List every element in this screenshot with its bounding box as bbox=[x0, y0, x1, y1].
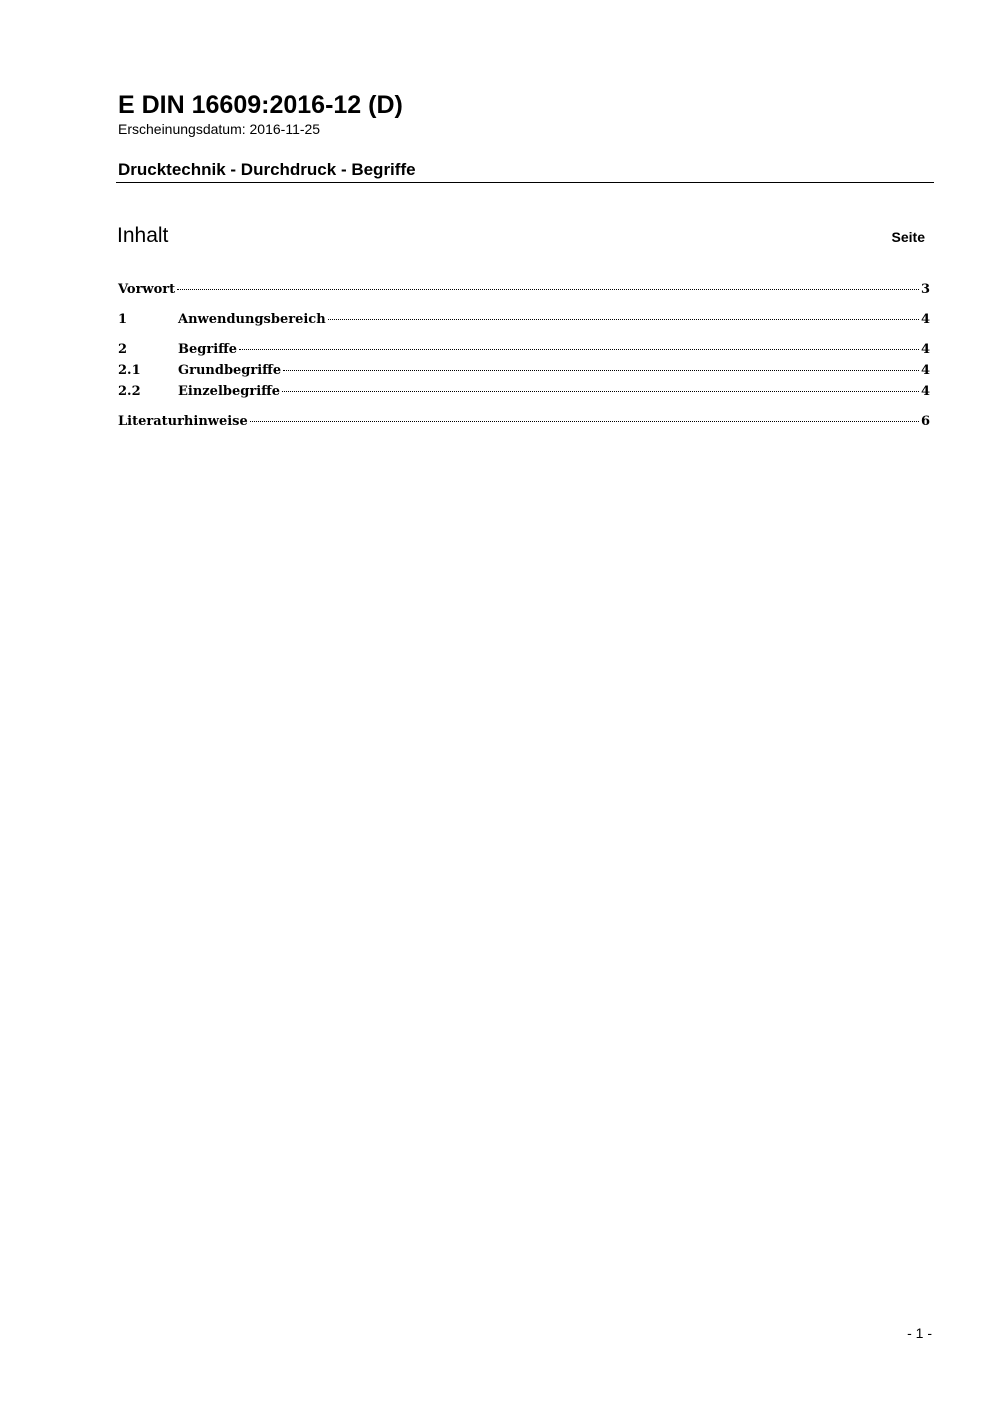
toc-entry-page: 6 bbox=[920, 414, 930, 429]
toc-entry-vorwort[interactable] bbox=[118, 280, 930, 301]
toc-entry-page: 4 bbox=[920, 312, 930, 327]
toc-entry-page: 4 bbox=[920, 363, 930, 378]
toc-entry-begriffe[interactable] bbox=[118, 340, 930, 361]
publication-date: Erscheinungsdatum: 2016-11-25 bbox=[118, 121, 321, 137]
toc-entry-title: Begriffe bbox=[178, 342, 238, 357]
toc-entry-einzelbegriffe[interactable] bbox=[118, 382, 930, 403]
toc-entry-title: Einzelbegriffe bbox=[178, 384, 281, 399]
toc-page-column-label: Seite bbox=[891, 229, 925, 245]
toc-dot-leader bbox=[250, 421, 919, 422]
toc-dot-leader bbox=[283, 370, 919, 371]
toc-dot-leader bbox=[282, 391, 919, 392]
toc-heading: Inhalt bbox=[117, 224, 169, 247]
toc-entry-page: 4 bbox=[920, 384, 930, 399]
document-title: Drucktechnik - Durchdruck - Begriffe bbox=[118, 160, 416, 179]
toc-entry-number: 2 bbox=[118, 342, 128, 357]
toc-entry-page: 3 bbox=[920, 282, 930, 297]
toc-entry-number: 2.2 bbox=[118, 384, 141, 399]
title-divider bbox=[116, 182, 934, 183]
toc-entry-literaturhinweise[interactable] bbox=[118, 412, 930, 433]
toc-dot-leader bbox=[239, 349, 919, 350]
table-of-contents bbox=[118, 280, 930, 433]
toc-entry-title: Literaturhinweise bbox=[118, 414, 248, 429]
toc-entry-number: 2.1 bbox=[118, 363, 141, 378]
toc-dot-leader bbox=[328, 319, 919, 320]
toc-entry-grundbegriffe[interactable] bbox=[118, 361, 930, 382]
toc-entry-title: Grundbegriffe bbox=[178, 363, 282, 378]
page-number: - 1 - bbox=[907, 1325, 932, 1341]
toc-entry-number: 1 bbox=[118, 312, 128, 327]
toc-dot-leader bbox=[177, 289, 919, 290]
document-id: E DIN 16609:2016-12 (D) bbox=[118, 91, 403, 119]
toc-entry-title: Vorwort bbox=[118, 282, 176, 297]
toc-entry-anwendungsbereich[interactable] bbox=[118, 310, 930, 331]
toc-entry-title: Anwendungsbereich bbox=[178, 312, 326, 327]
toc-entry-page: 4 bbox=[920, 342, 930, 357]
